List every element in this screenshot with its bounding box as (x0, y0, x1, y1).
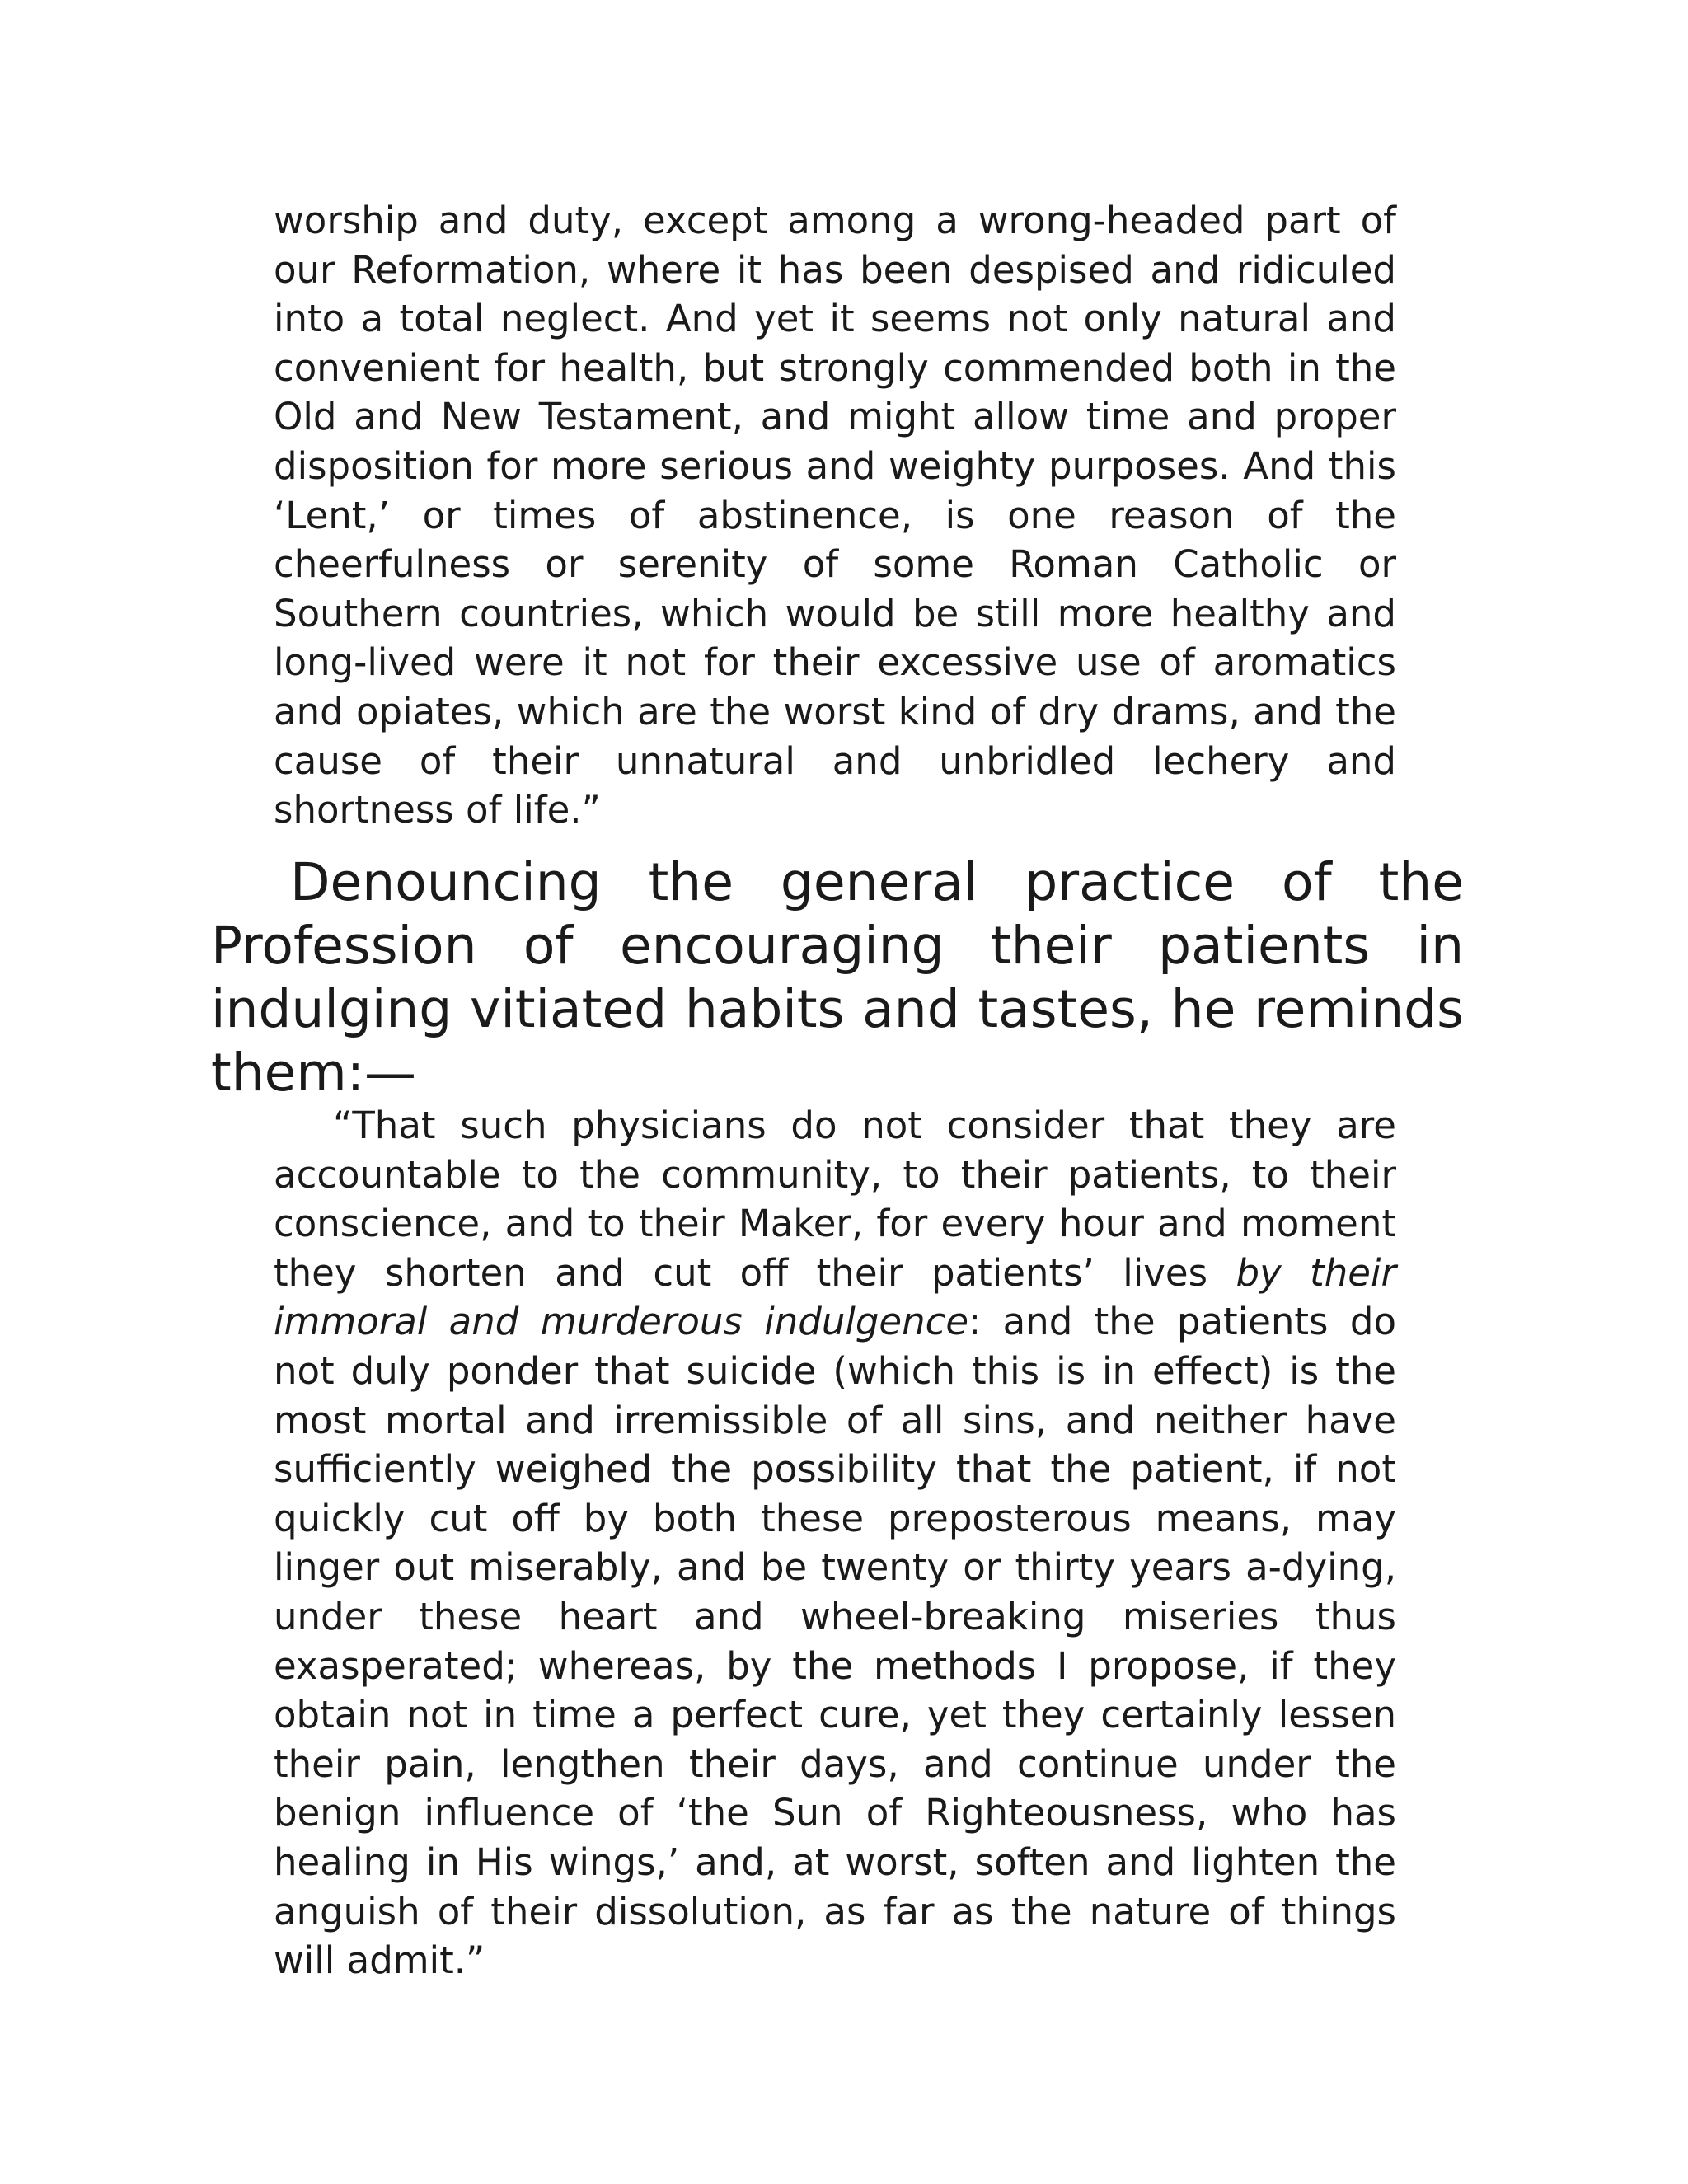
quote-text-start: “That such physicians do not consider that they are accountable to the community, to their patients, to their conscience, and to their Maker, for every hour and moment they shorten and cut off their patients’ lives (274, 1104, 1396, 1295)
emphasized-phrase: by their immoral and murderous indulgence (274, 1250, 1396, 1344)
narrative-paragraph: Denouncing the general practice of the Profession of encouraging their patients in indulging vitiated habits and tastes, he reminds them:— (211, 852, 1464, 1103)
quote-paragraph (274, 1101, 1396, 1985)
quote-paragraph-continued: worship and duty, except among a wrong-headed part of our Reformation, where it has been despised and ridiculed into a total neglect. And yet it seems not only natural and convenient for health, but strongly commended both in the Old and New Testament, and might allow time and proper disposition for more serious and weighty purposes. And this ‘Lent,’ or times of abstinence, is one reason of the cheerfulness or serenity of some Roman Catholic or Southern countries, which would be still more healthy and long-lived were it not for their excessive use of aromatics and opiates, which are the worst kind of dry drams, and the cause of their unnatural and unbridled lechery and shortness of life.” (274, 199, 1396, 832)
quote-text-end: : and the patients do not duly ponder that suicide (which this is in effect) is the most mortal and irremissible of all sins, and neither have sufficiently weighed the possibility that the patient, if not quickly cut off by both these preposterous means, may linger out miserably, and be twenty or thirty years a-dying, under these heart and wheel-breaking miseries thus exasperated; whereas, by the methods I propose, if they obtain not in time a perfect cure, yet they certainly lessen their pain, lengthen their days, and continue under the benign influence of ‘the Sun of Righteousness, who has healing in His wings,’ and, at worst, soften and lighten the anguish of their dissolution, as far as the nature of things will admit.” (274, 1300, 1396, 1983)
